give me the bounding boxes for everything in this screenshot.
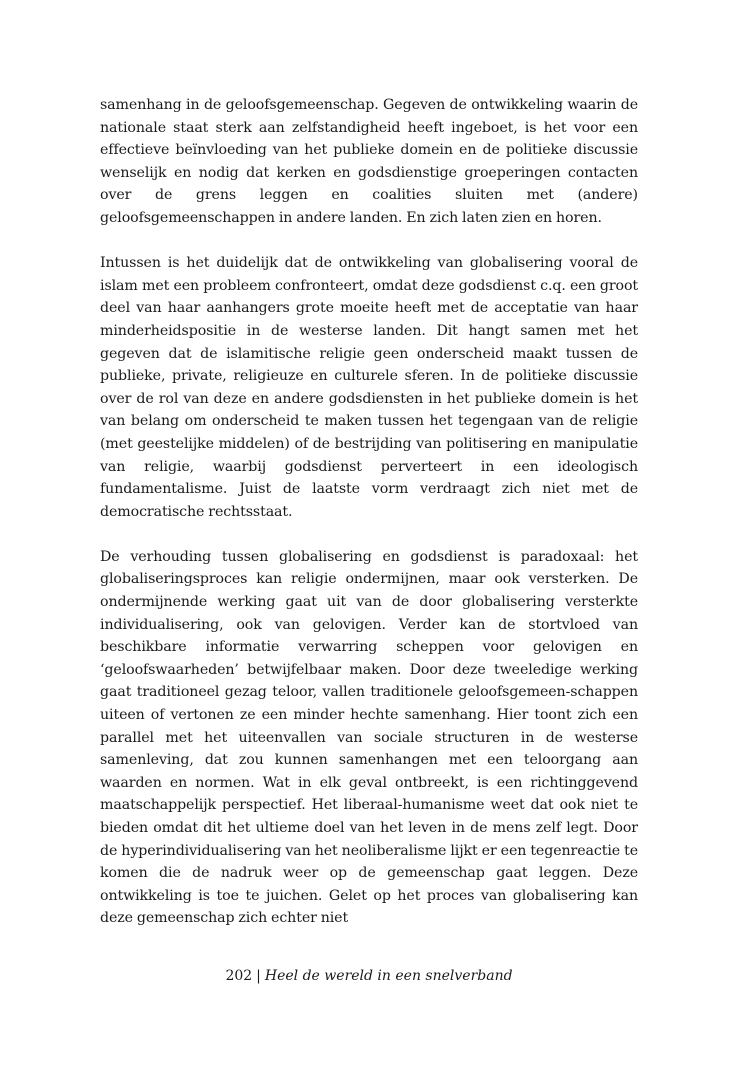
page-number: 202 [225,968,253,984]
page-footer [0,966,738,986]
book-title: Heel de wereld in een snelverband [264,968,513,984]
paragraph-1: samenhang in de geloofsgemeenschap. Gegeven de ontwikkeling waarin de nationale staat sterk aan zelfstandigheid heeft ingeboet, is het voor een effectieve beïnvloeding van het publieke domein en de politieke discussie wenselijk en nodig dat kerken en godsdienstige groeperingen contacten over de grens leggen en coalities sluiten met (andere) geloofsgemeenschappen in andere landen. En zich laten zien en horen. [100,97,638,226]
footer-separator: | [256,968,261,984]
paragraph-2: Intussen is het duidelijk dat de ontwikkeling van globalisering vooral de islam met een probleem confronteert, omdat deze godsdienst c.q. een groot deel van haar aanhangers grote moeite heeft met de acceptatie van haar minderheidspositie in de westerse landen. Dit hangt samen met het gegeven dat de islamitische religie geen onderscheid maakt tussen de publieke, private, religieuze en culturele sferen. In de politieke discussie over de rol van deze en andere godsdiensten in het publieke domein is het van belang om onderscheid te maken tussen het tegengaan van de religie (met geestelijke middelen) of de bestrijding van politisering en manipulatie van religie, waarbij godsdienst perverteert in een ideologisch fundamentalisme. Juist de laatste vorm verdraagt zich niet met de democratische rechtsstaat. [100,255,638,520]
paragraph-3: De verhouding tussen globalisering en godsdienst is paradoxaal: het globaliseringsproces kan religie ondermijnen, maar ook versterken. De ondermijnende werking gaat uit van de door globalisering versterkte individualisering, ook van gelovigen. Verder kan de stortvloed van beschikbare informatie verwarring scheppen voor gelovigen en ‘geloofswaarheden’ betwijfelbaar maken. Door deze tweeledige werking gaat traditioneel gezag teloor, vallen traditionele geloofsgemeen-schappen uiteen of vertonen ze een minder hechte samenhang. Hier toont zich een parallel met het uiteenvallen van sociale structuren in de westerse samenleving, dat zou kunnen samenhangen met een teloorgang aan waarden en normen. Wat in elk geval ontbreekt, is een richtinggevend maatschappelijk perspectief. Het liberaal-humanisme weet dat ook niet te bieden omdat dit het ultieme doel van het leven in de mens zelf legt. Door de hyperindividualisering van het neoliberalisme lijkt er een tegenreactie te komen die de nadruk weer op de gemeenschap gaat leggen. Deze ontwikkeling is toe te juichen. Gelet op het proces van globalisering kan deze gemeenschap zich echter niet [100,548,638,927]
page-body [100,94,638,930]
